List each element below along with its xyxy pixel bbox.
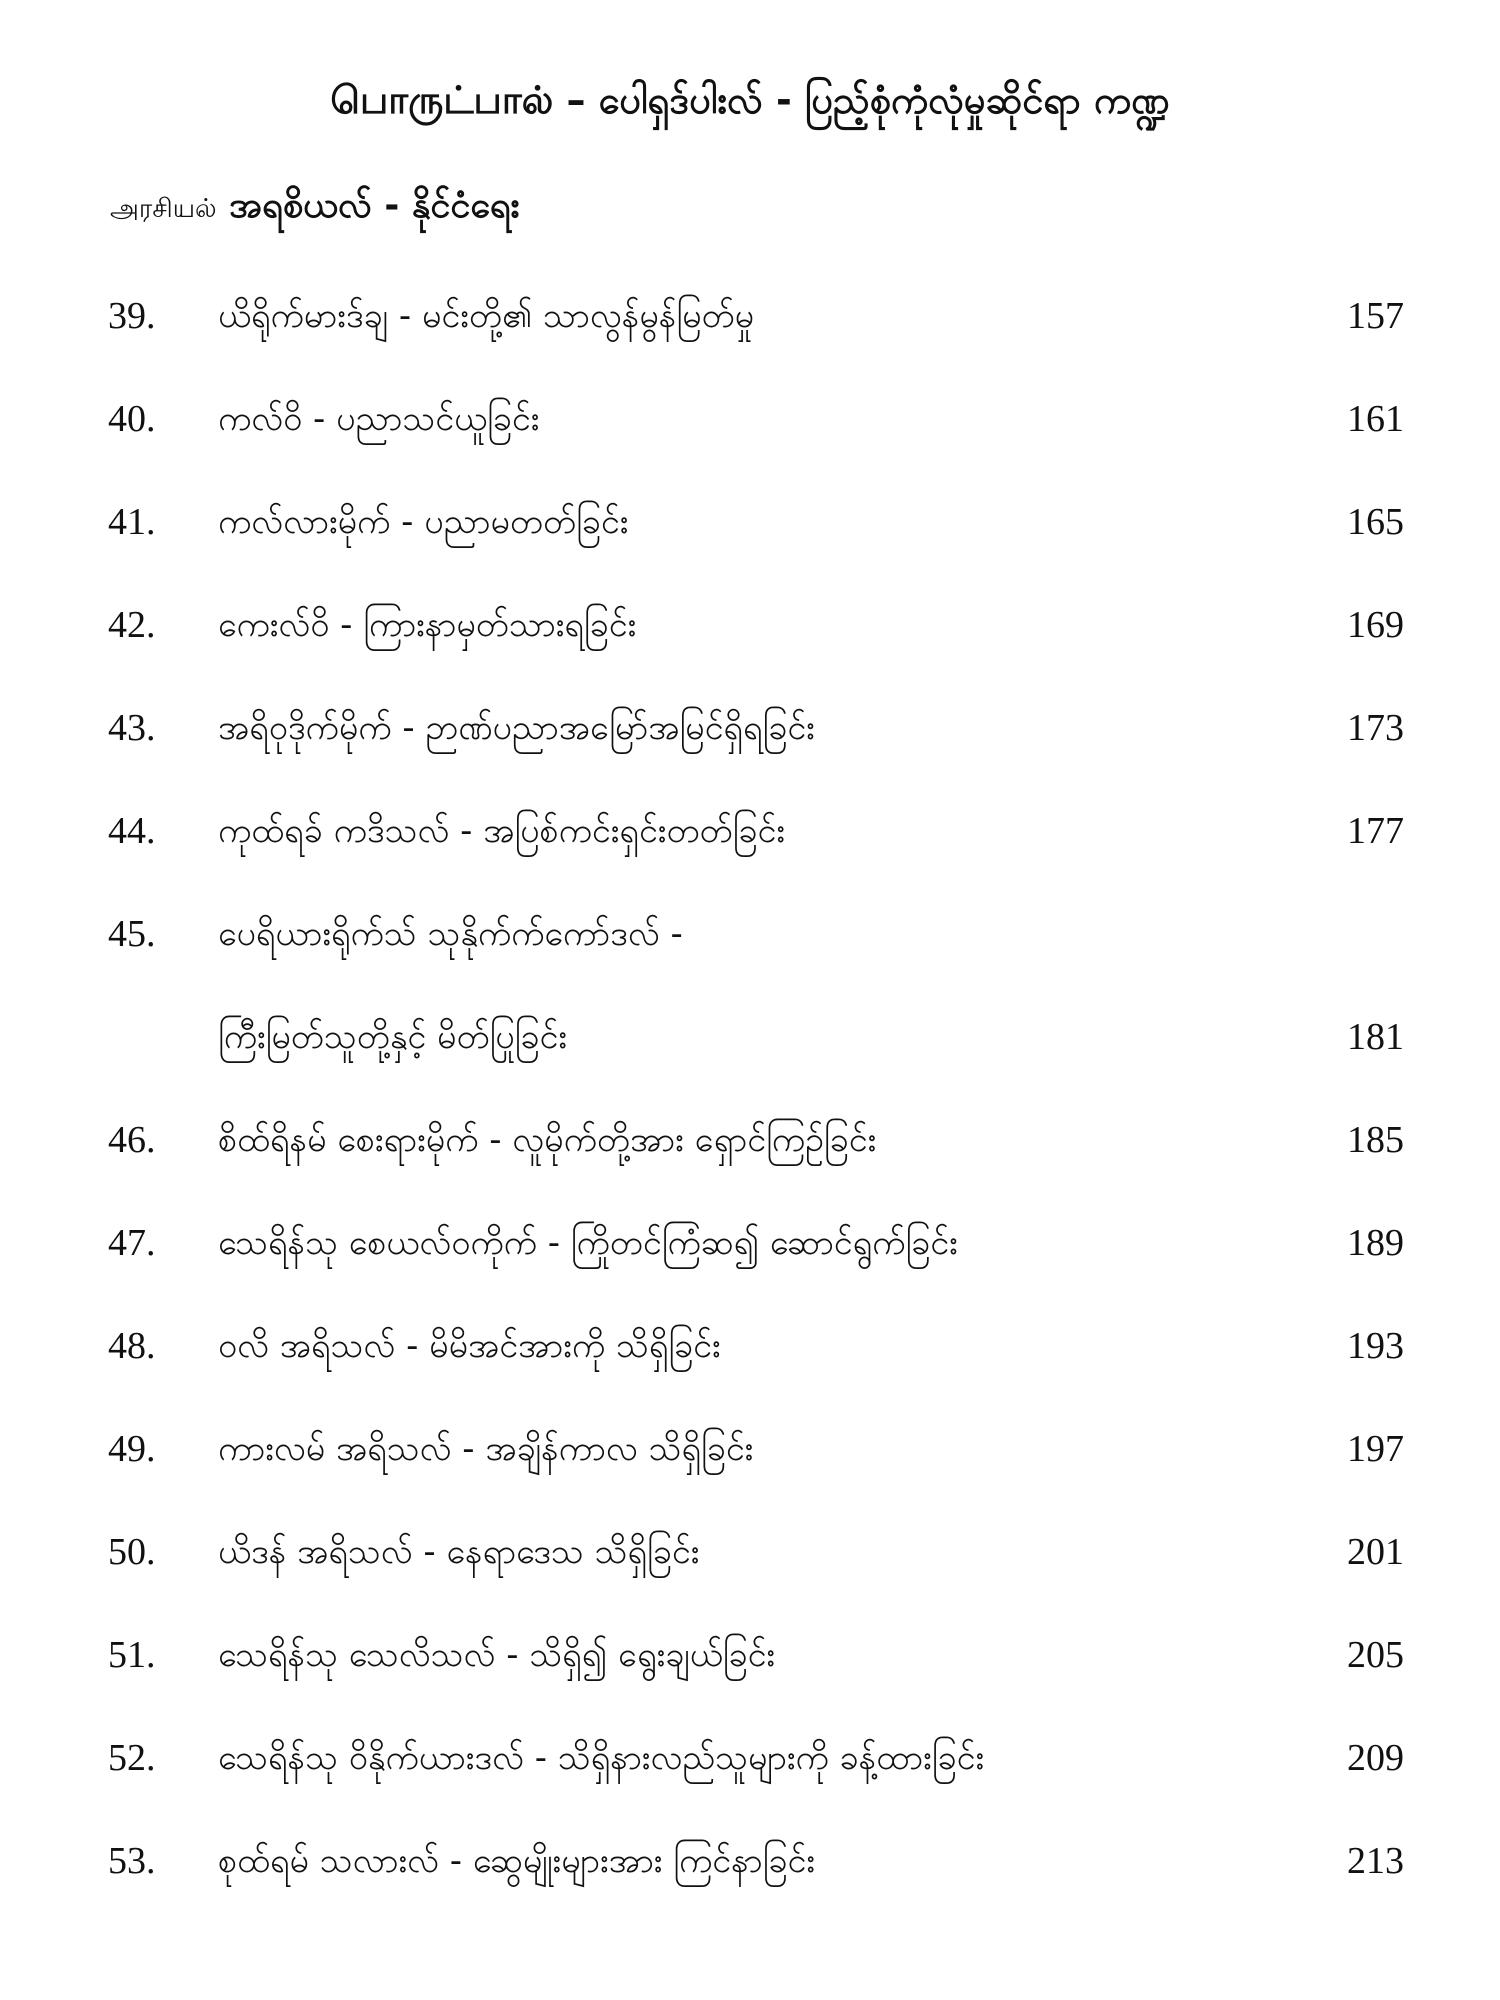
entry-page-number: 205 <box>1347 1634 1404 1676</box>
entry-number: 46. <box>108 1119 156 1161</box>
entry-number: 52. <box>108 1737 156 1779</box>
toc-entry-49 <box>0 1409 1500 1512</box>
toc-entry-51 <box>0 1615 1500 1718</box>
entry-title: ကလ်လားမိုက် - ပညာမတတ်ခြင်း <box>218 502 629 542</box>
entry-page-number: 181 <box>1347 1016 1404 1058</box>
entry-page-number: 185 <box>1347 1119 1404 1161</box>
toc-entry-40 <box>0 379 1500 482</box>
entry-page-number: 157 <box>1347 295 1404 337</box>
toc-entry-41 <box>0 482 1500 585</box>
entry-title: ကေးလ်ဝိ - ကြားနာမှတ်သားရခြင်း <box>218 605 637 645</box>
entry-number: 39. <box>108 295 156 337</box>
table-of-contents <box>0 276 1500 1924</box>
toc-entry-45 <box>0 894 1500 1100</box>
entry-number: 50. <box>108 1531 156 1573</box>
entry-page-number: 193 <box>1347 1325 1404 1367</box>
entry-number: 45. <box>108 913 156 955</box>
entry-title: သေရိန်သု သေလိသလ် - သိရှိ၍ ရွေးချယ်ခြင်း <box>218 1635 776 1675</box>
toc-entry-53 <box>0 1821 1500 1924</box>
entry-title: အရိဝုဒိုက်မိုက် - ဉာဏ်ပညာအမြော်အမြင်ရှိရခြင်း <box>218 708 815 748</box>
toc-entry-46 <box>0 1100 1500 1203</box>
entry-page-number: 173 <box>1347 707 1404 749</box>
entry-page-number: 169 <box>1347 604 1404 646</box>
entry-number: 43. <box>108 707 156 749</box>
entry-title: သေရိန်သု ဝိနိုက်ယားဒလ် - သိရှိနားလည်သူများကို ခန့်ထားခြင်း <box>218 1738 985 1778</box>
entry-page-number: 189 <box>1347 1222 1404 1264</box>
entry-number: 41. <box>108 501 156 543</box>
entry-title: ကုထ်ရခ် ကဒိသလ် - အပြစ်ကင်းရှင်းတတ်ခြင်း <box>218 811 785 851</box>
toc-entry-42 <box>0 585 1500 688</box>
entry-title: စိထ်ရိနမ် စေးရားမိုက် - လူမိုက်တို့အား ရှောင်ကြဉ်ခြင်း <box>218 1120 877 1160</box>
toc-entry-48 <box>0 1306 1500 1409</box>
entry-title: ကလ်ဝိ - ပညာသင်ယူခြင်း <box>218 399 540 439</box>
entry-page-number: 213 <box>1347 1840 1404 1882</box>
entry-title: ယိဒန် အရိသလ် - နေရာဒေသ သိရှိခြင်း <box>218 1532 700 1572</box>
toc-entry-52 <box>0 1718 1500 1821</box>
entry-number: 51. <box>108 1634 156 1676</box>
entry-page-number: 201 <box>1347 1531 1404 1573</box>
entry-page-number: 161 <box>1347 398 1404 440</box>
page-title: பொருட்பால் – ပေါရှဒ်ပါးလ် - ပြည့်စုံကုံလုံမှုဆိုင်ရာ ကဏ္ဍ <box>330 78 1170 122</box>
entry-number: 47. <box>108 1222 156 1264</box>
entry-title: ကားလမ် အရိသလ် - အချိန်ကာလ သိရှိခြင်း <box>218 1429 754 1469</box>
toc-entry-44 <box>0 791 1500 894</box>
toc-entry-39 <box>0 276 1500 379</box>
section-burmese-label: အရစိယလ် - နိုင်ငံရေး <box>229 185 520 226</box>
entry-title: သေရိန်သု စေယလ်ဝကိုက် - ကြိုတင်ကြံဆ၍ ဆောင်ရွက်ခြင်း <box>218 1223 958 1263</box>
entry-number: 53. <box>108 1840 156 1882</box>
section-heading <box>110 176 1310 239</box>
entry-page-number: 197 <box>1347 1428 1404 1470</box>
entry-number: 40. <box>108 398 156 440</box>
entry-title: ပေရိယားရိုက်သ် သုနိုက်က်ကော်ဒလ် - <box>218 914 683 954</box>
entry-number: 42. <box>108 604 156 646</box>
entry-title: ဝလိ အရိသလ် - မိမိအင်အားကို သိရှိခြင်း <box>218 1326 721 1366</box>
entry-title-continuation: ကြီးမြတ်သူတို့နှင့် မိတ်ပြုခြင်း <box>218 1017 568 1057</box>
entry-number: 48. <box>108 1325 156 1367</box>
entry-number: 49. <box>108 1428 156 1470</box>
section-tamil-label: அரசியல் <box>110 194 217 224</box>
toc-entry-43 <box>0 688 1500 791</box>
toc-entry-50 <box>0 1512 1500 1615</box>
entry-page-number: 165 <box>1347 501 1404 543</box>
entry-title: စုထ်ရမ် သလားလ် - ဆွေမျိုးများအား ကြင်နာခြင်း <box>218 1841 815 1881</box>
entry-number: 44. <box>108 810 156 852</box>
toc-entry-47 <box>0 1203 1500 1306</box>
entry-page-number: 209 <box>1347 1737 1404 1779</box>
entry-title: ယိရိုက်မားဒ်ချ - မင်းတို့၏ သာလွန်မွန်မြတ်မှု <box>218 296 755 336</box>
entry-page-number: 177 <box>1347 810 1404 852</box>
